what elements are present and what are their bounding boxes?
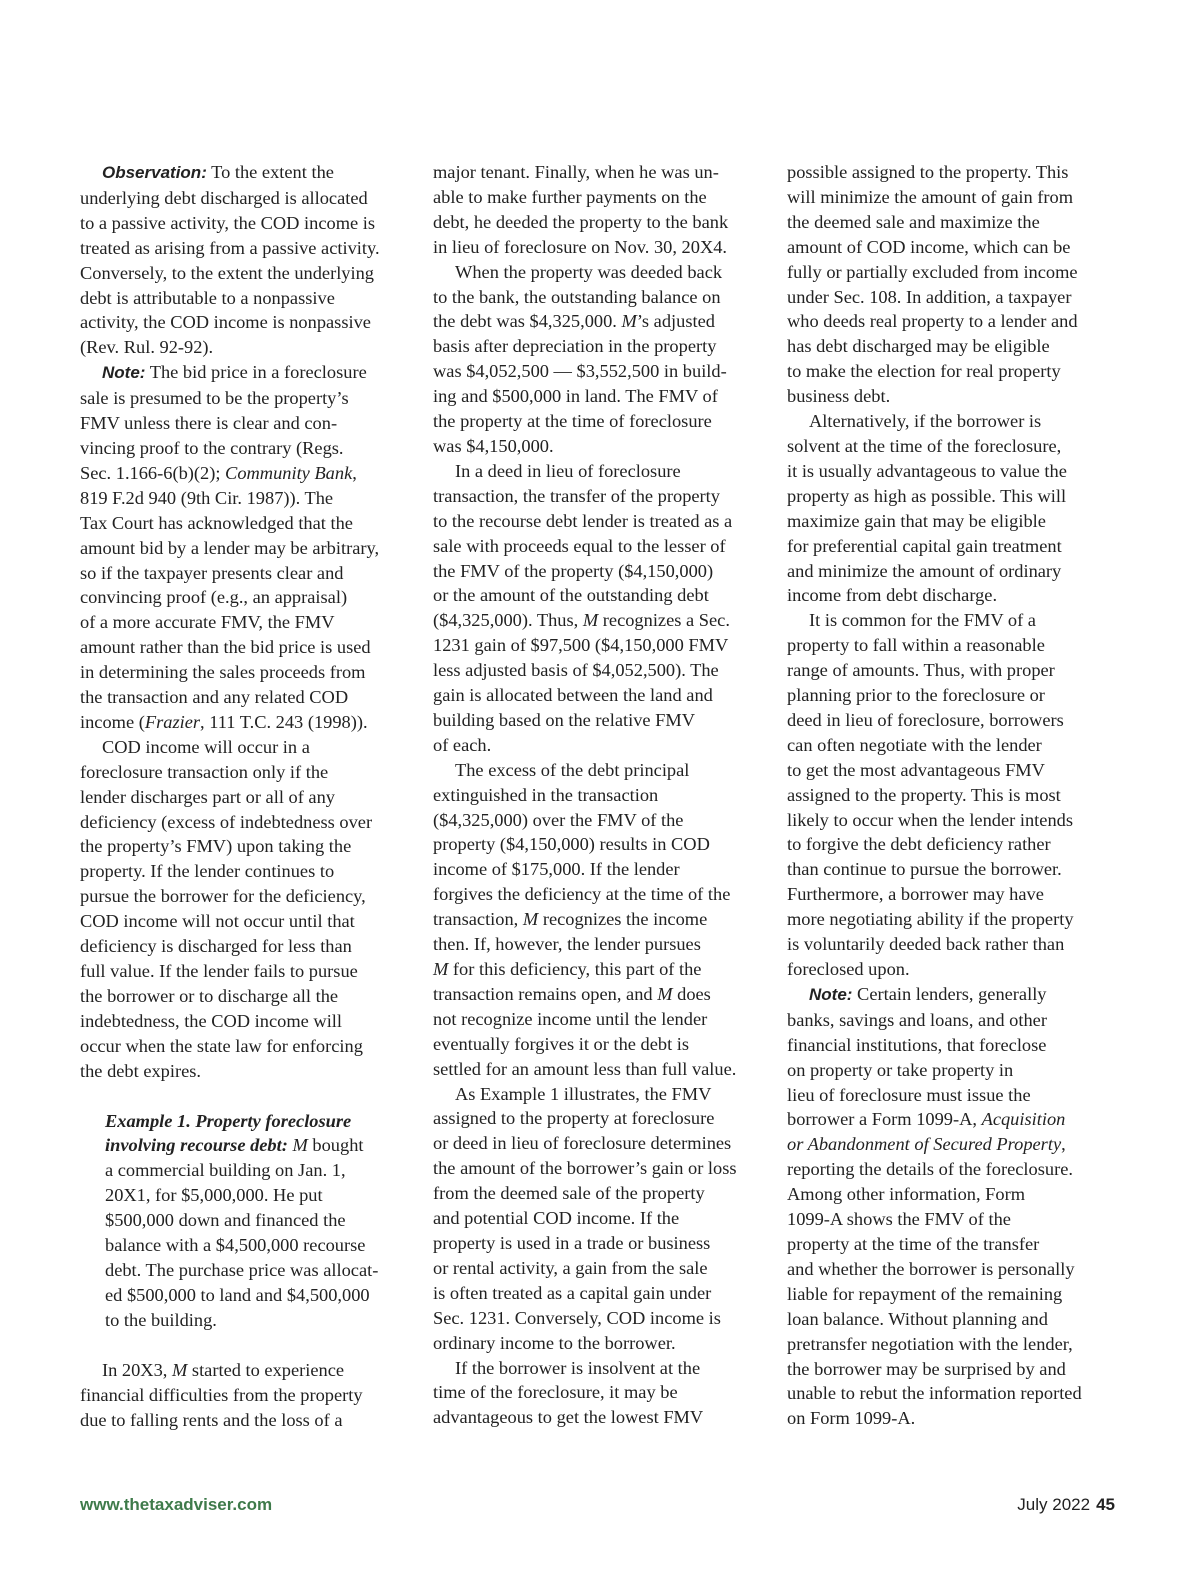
text-line: The excess of the debt principal <box>455 759 690 780</box>
text-line: settled for an amount less than full value. <box>433 1058 737 1079</box>
example-heading: Example 1. Property foreclosure <box>105 1110 352 1131</box>
text-line: If the borrower is insolvent at the <box>455 1357 701 1378</box>
article-column-1 <box>80 160 410 1432</box>
text-line: deed in lieu of foreclosure, borrowers <box>787 709 1064 730</box>
text-line: extinguished in the transaction <box>433 784 659 805</box>
text-line: or Abandonment of Secured Property, <box>787 1134 1066 1155</box>
text-line: less adjusted basis of $4,052,500). The <box>433 660 719 681</box>
text-line: the borrower may be surprised by and <box>787 1358 1066 1379</box>
text-line: amount of COD income, which can be <box>787 236 1071 257</box>
text-line: indebtedness, the COD income will <box>80 1010 343 1031</box>
footer-website-link[interactable]: www.thetaxadviser.com <box>80 1495 273 1514</box>
text-line: the debt expires. <box>80 1060 202 1081</box>
text-line: 20X1, for $5,000,000. He put <box>105 1185 323 1206</box>
text-line: transaction, M recognizes the income <box>433 909 708 930</box>
text-line: transaction remains open, and M does <box>433 983 711 1004</box>
text-line: from the deemed sale of the property <box>433 1183 705 1204</box>
note-lead: Note: <box>809 984 853 1004</box>
text-line: and minimize the amount of ordinary <box>787 560 1062 581</box>
text-line: advantageous to get the lowest FMV <box>433 1407 704 1428</box>
text-line: financial institutions, that foreclose <box>787 1034 1047 1055</box>
text-line: to forgive the debt deficiency rather <box>787 834 1051 855</box>
text-line: will minimize the amount of gain from <box>787 186 1074 207</box>
text-line: for preferential capital gain treatment <box>787 535 1062 556</box>
text-line: on Form 1099-A. <box>787 1408 916 1429</box>
text-line: pursue the borrower for the deficiency, <box>80 886 366 907</box>
article-column-3 <box>787 160 1117 1431</box>
text-line: FMV unless there is clear and con- <box>80 413 338 434</box>
text-line: lieu of foreclosure must issue the <box>787 1084 1031 1105</box>
text-line: then. If, however, the lender pursues <box>433 934 701 955</box>
text-line: deficiency (excess of indebtedness over <box>80 811 373 832</box>
text-line: Note: Certain lenders, generally <box>809 983 1047 1004</box>
text-line: possible assigned to the property. This <box>787 162 1069 182</box>
text-line: or the amount of the outstanding debt <box>433 585 709 606</box>
text-line: who deeds real property to a lender and <box>787 311 1078 332</box>
text-line: (Rev. Rul. 92-92). <box>80 337 214 358</box>
text-line: or deed in lieu of foreclosure determines <box>433 1133 732 1154</box>
text-line: Tax Court has acknowledged that the <box>80 512 353 533</box>
text-line: fully or partially excluded from income <box>787 261 1078 282</box>
text-line: the amount of the borrower’s gain or loss <box>433 1158 737 1179</box>
case-name: Frazier <box>144 711 201 732</box>
text-line: property at the time of the transfer <box>787 1233 1040 1254</box>
text-line: COD income will not occur until that <box>80 911 355 932</box>
text-line: major tenant. Finally, when he was un- <box>433 162 719 182</box>
text-line: transaction, the transfer of the property <box>433 485 720 506</box>
text-line: activity, the COD income is nonpassive <box>80 312 371 333</box>
text-line: As Example 1 illustrates, the FMV <box>455 1083 712 1104</box>
text-line: financial difficulties from the property <box>80 1384 363 1405</box>
form-title: or Abandonment of Secured Property <box>787 1134 1062 1155</box>
text-line: COD income will occur in a <box>102 736 310 757</box>
text-line: time of the foreclosure, it may be <box>433 1382 678 1403</box>
text-line: When the property was deeded back <box>455 261 723 282</box>
text-line: range of amounts. Thus, with proper <box>787 660 1055 681</box>
text-line: gain is allocated between the land and <box>433 685 713 706</box>
text-line: to get the most advantageous FMV <box>787 759 1045 780</box>
text-line: than continue to pursue the borrower. <box>787 859 1062 880</box>
text-line: in lieu of foreclosure on Nov. 30, 20X4. <box>433 236 728 257</box>
text-line: amount bid by a lender may be arbitrary, <box>80 537 380 558</box>
footer-issue-info <box>1017 1495 1115 1515</box>
text-line: so if the taxpayer presents clear and <box>80 562 344 583</box>
text-line: banks, savings and loans, and other <box>787 1009 1047 1030</box>
observation-lead: Observation: <box>102 163 207 182</box>
text-line: was $4,052,500 — $3,552,500 in build- <box>433 361 727 382</box>
text-line: or rental activity, a gain from the sale <box>433 1257 708 1278</box>
case-name: Community Bank <box>225 462 353 483</box>
text-line: Furthermore, a borrower may have <box>787 884 1044 905</box>
text-line: a commercial building on Jan. 1, <box>105 1160 346 1181</box>
text-line: treated as arising from a passive activity. <box>80 237 380 258</box>
text-line: planning prior to the foreclosure or <box>787 685 1045 706</box>
text-line: income (Frazier, 111 T.C. 243 (1998)). <box>80 711 368 732</box>
text-line: Among other information, Form <box>787 1184 1026 1205</box>
text-line: to a passive activity, the COD income is <box>80 212 376 233</box>
text-line: In a deed in lieu of foreclosure <box>455 460 681 481</box>
text-line: not recognize income until the lender <box>433 1008 708 1029</box>
text-line: unable to rebut the information reported <box>787 1383 1082 1404</box>
article-column-2 <box>433 160 767 1430</box>
text-line: the FMV of the property ($4,150,000) <box>433 560 714 581</box>
text-line: the debt was $4,325,000. M’s adjusted <box>433 311 715 332</box>
text-line: vincing proof to the contrary (Regs. <box>80 437 344 458</box>
text-line: ing and $500,000 in land. The FMV of <box>433 386 718 407</box>
text-line: solvent at the time of the foreclosure, <box>787 435 1062 456</box>
text-line: the borrower or to discharge all the <box>80 985 339 1006</box>
text-line: property. If the lender continues to <box>80 861 335 882</box>
text-line: Alternatively, if the borrower is <box>809 411 1042 432</box>
text-line: liable for repayment of the remaining <box>787 1283 1063 1304</box>
text-line: balance with a $4,500,000 recourse <box>105 1235 366 1256</box>
text-line: ordinary income to the borrower. <box>433 1332 676 1353</box>
text-line: the property at the time of foreclosure <box>433 411 712 432</box>
text-line: and whether the borrower is personally <box>787 1258 1075 1279</box>
note-lead: Note: <box>102 363 146 383</box>
text-line: Note: The bid price in a foreclosure <box>102 362 367 383</box>
text-line: property as high as possible. This will <box>787 485 1067 506</box>
text-line: income of $175,000. If the lender <box>433 859 680 880</box>
text-line: foreclosed upon. <box>787 959 910 979</box>
text-line: to make the election for real property <box>787 361 1061 382</box>
text-line: 819 F.2d 940 (9th Cir. 1987)). The <box>80 487 334 508</box>
text-line: debt is attributable to a nonpassive <box>80 287 335 308</box>
text-line: sale is presumed to be the property’s <box>80 388 349 409</box>
text-line: eventually forgives it or the debt is <box>433 1033 690 1054</box>
text-line: of each. <box>433 734 492 755</box>
text-line: assigned to the property at foreclosure <box>433 1108 715 1129</box>
text-line: to the recourse debt lender is treated as a <box>433 510 733 531</box>
text-line: forgives the deficiency at the time of the <box>433 884 731 905</box>
text-line: on property or take property in <box>787 1059 1014 1080</box>
text-line: ($4,325,000). Thus, M recognizes a Sec. <box>433 610 730 631</box>
page-number: 45 <box>1096 1495 1115 1514</box>
text-line: has debt discharged may be eligible <box>787 336 1050 357</box>
form-title: Acquisition <box>981 1109 1066 1130</box>
text-line: to the bank, the outstanding balance on <box>433 286 721 307</box>
text-line: to the building. <box>105 1309 217 1330</box>
text-line: property ($4,150,000) results in COD <box>433 834 710 855</box>
text-line: was $4,150,000. <box>433 435 554 456</box>
text-line: full value. If the lender fails to pursue <box>80 961 358 981</box>
text-line: convincing proof (e.g., an appraisal) <box>80 587 348 608</box>
text-line: foreclosure transaction only if the <box>80 761 329 782</box>
text-line: involving recourse debt: M bought <box>105 1135 364 1156</box>
text-line: 1231 gain of $97,500 ($4,150,000 FMV <box>433 635 729 656</box>
text-line: pretransfer negotiation with the lender, <box>787 1333 1073 1354</box>
text-line: under Sec. 108. In addition, a taxpayer <box>787 286 1072 307</box>
text-line: basis after depreciation in the property <box>433 336 717 357</box>
text-line: ed $500,000 to land and $4,500,000 <box>105 1284 370 1305</box>
text-line: maximize gain that may be eligible <box>787 510 1046 531</box>
text-line: borrower a Form 1099-A, Acquisition <box>787 1109 1066 1130</box>
text-line: the deemed sale and maximize the <box>787 211 1040 232</box>
text-line: business debt. <box>787 386 891 407</box>
text-line: underlying debt discharged is allocated <box>80 187 368 208</box>
text-line: debt, he deeded the property to the bank <box>433 211 729 232</box>
text-line: amount rather than the bid price is used <box>80 637 371 658</box>
example-box <box>80 1109 410 1333</box>
text-line: able to make further payments on the <box>433 186 707 207</box>
footer-date: July 2022 <box>1017 1495 1091 1514</box>
text-line: lender discharges part or all of any <box>80 786 335 807</box>
text-line: assigned to the property. This is most <box>787 784 1061 805</box>
text-line: 1099-A shows the FMV of the <box>787 1209 1011 1230</box>
text-line: In 20X3, M started to experience <box>102 1359 345 1380</box>
text-line: Conversely, to the extent the underlying <box>80 262 375 283</box>
text-line: property to fall within a reasonable <box>787 635 1045 656</box>
text-line: loan balance. Without planning and <box>787 1308 1048 1329</box>
text-line: Observation: To the extent the <box>102 162 334 182</box>
text-line: in determining the sales proceeds from <box>80 662 366 683</box>
text-line: the transaction and any related COD <box>80 687 349 708</box>
text-line: $500,000 down and financed the <box>105 1210 346 1231</box>
text-line: Sec. 1231. Conversely, COD income is <box>433 1307 721 1328</box>
text-line: deficiency is discharged for less than <box>80 936 352 957</box>
text-line: is voluntarily deeded back rather than <box>787 934 1065 955</box>
text-line: reporting the details of the foreclosure. <box>787 1159 1073 1180</box>
text-line: the property’s FMV) upon taking the <box>80 836 352 857</box>
text-line: income from debt discharge. <box>787 585 998 606</box>
text-line: due to falling rents and the loss of a <box>80 1409 343 1430</box>
text-line: It is common for the FMV of a <box>809 610 1036 631</box>
text-line: property is used in a trade or business <box>433 1232 711 1253</box>
text-line: more negotiating ability if the property <box>787 909 1074 930</box>
text-line: occur when the state law for enforcing <box>80 1035 363 1056</box>
text-line: can often negotiate with the lender <box>787 734 1042 755</box>
text-line: is often treated as a capital gain under <box>433 1282 712 1303</box>
text-line: sale with proceeds equal to the lesser of <box>433 535 726 556</box>
text-line: debt. The purchase price was allocat- <box>105 1259 379 1280</box>
text-line: and potential COD income. If the <box>433 1208 680 1229</box>
text-line: it is usually advantageous to value the <box>787 460 1067 481</box>
text-line: ($4,325,000) over the FMV of the <box>433 809 684 830</box>
text-line: of a more accurate FMV, the FMV <box>80 612 335 633</box>
text-line: building based on the relative FMV <box>433 709 696 730</box>
text-line: M for this deficiency, this part of the <box>433 959 702 979</box>
text-line: likely to occur when the lender intends <box>787 809 1073 830</box>
text-line: Sec. 1.166-6(b)(2); Community Bank, <box>80 462 357 483</box>
